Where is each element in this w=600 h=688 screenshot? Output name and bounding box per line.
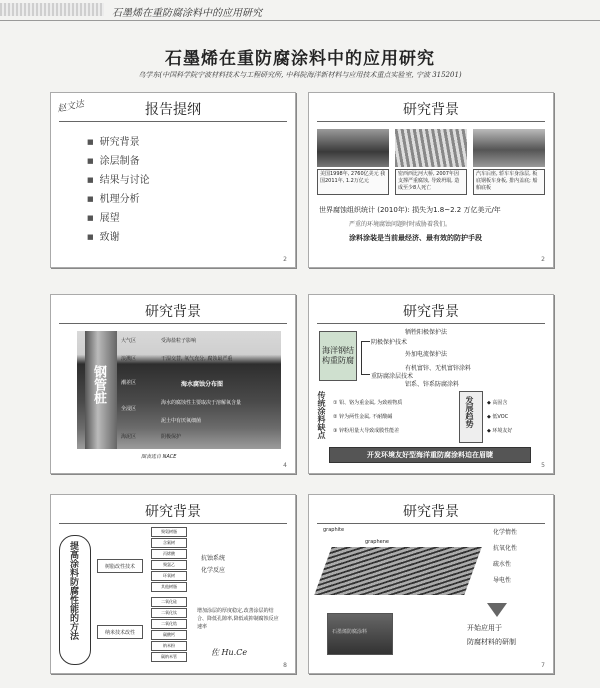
slide-background-3	[308, 294, 554, 474]
resin-note: 抗蚀系统	[201, 555, 226, 562]
image-caption: 美国1998年, 2760亿美元 我国2011年, 1.2万亿元	[317, 169, 389, 195]
nano-group	[97, 625, 143, 639]
application-text: 防腐材料的研制	[467, 638, 516, 646]
slide-page-number: 2	[283, 256, 287, 263]
article-title: 石墨烯在重防腐涂料中的应用研究	[165, 49, 435, 69]
structure-label-text: 海洋钢结构重防腐	[322, 346, 354, 365]
zone-label: 大气区	[121, 338, 137, 344]
nano-note: 增加涂层的厚度稳定,改善涂层的结合、降低孔隙率,降低或抑制腐蚀反应速率	[197, 608, 279, 630]
nano-item	[151, 652, 187, 662]
slide-title: 研究背景	[145, 504, 201, 520]
drawback-label: 传统涂料缺点	[317, 391, 327, 439]
slide-background-1	[308, 92, 554, 268]
property-item: 导电性	[493, 577, 512, 584]
figure-source: 图表选自 NACE	[141, 454, 177, 460]
title-rule	[59, 121, 287, 122]
resin-item	[151, 527, 187, 537]
resin-item	[151, 538, 187, 548]
slide-page-number: 5	[541, 462, 545, 469]
zone-label: 浪溅区	[121, 356, 137, 362]
zone-label: 海泥区	[121, 434, 137, 440]
resin-item	[151, 571, 187, 581]
graphite-layers-illustration	[314, 547, 481, 595]
conclusion-banner	[329, 447, 531, 463]
list-item: ■ 机理分析	[87, 190, 150, 209]
zone-label: 潮差区	[121, 380, 137, 386]
slide-background-5	[308, 494, 554, 674]
nano-item-text: 二氧化钛	[161, 610, 177, 615]
resin-item	[151, 549, 187, 559]
slide-outline	[50, 92, 296, 268]
zone-note: 干湿交替, 氧气充分, 腐蚀最严重	[161, 356, 233, 362]
slide-title: 研究背景	[403, 504, 459, 520]
zone-band: 海水腐蚀分布图	[181, 381, 224, 388]
resin-item-text: 其他树脂	[161, 584, 177, 589]
trend-item: ◆ 环境友好	[487, 428, 513, 434]
resin-item-text: 聚氨树脂	[161, 529, 177, 534]
trend-item: ◆ 低VOC	[487, 414, 509, 420]
coating-photo-label: 石墨烯防腐涂料	[332, 629, 368, 635]
title-rule	[59, 523, 287, 524]
nano-item	[151, 597, 187, 607]
title-rule	[59, 323, 287, 324]
sub-line: 严重的环境腐蚀问题时时威胁着我们。	[349, 221, 452, 228]
running-header	[0, 0, 600, 21]
slide-title: 研究背景	[145, 304, 201, 320]
article-authors: 乌学东(中国科学院宁波材料技术与工程研究所, 中科院海洋新材料与应用技术重点实验室, 宁波 315201)	[138, 71, 462, 79]
nano-item-text: 二氧化硅	[161, 599, 177, 604]
graphene-label: graphene	[365, 539, 389, 545]
nano-item-text: 碳酸钙	[163, 632, 175, 637]
slide-background-2	[50, 294, 296, 474]
zone-note: 海水的腐蚀性主要取决于溶解氧含量	[161, 400, 242, 406]
resin-item-text: 含氟树	[163, 540, 175, 545]
resin-group	[97, 559, 143, 573]
title-rule	[317, 323, 545, 324]
trend-item: ◆ 高固含	[487, 400, 508, 406]
method-oval-text: 提高涂料防腐性能的方法	[68, 541, 78, 640]
slide-title: 报告提纲	[145, 102, 201, 118]
emphasis-line: 涂料涂装是当前最经济、最有效的防护手段	[349, 234, 482, 242]
conclusion-banner-text: 开发环境友好型海洋重防腐涂料迫在眉睫	[367, 451, 493, 459]
slide-page-number: 7	[541, 662, 545, 669]
down-arrow-icon	[487, 603, 507, 617]
nano-item	[151, 608, 187, 618]
slide-page-number: 2	[541, 256, 545, 263]
resin-item	[151, 582, 187, 592]
list-item: ■ 结果与讨论	[87, 171, 150, 190]
resin-item	[151, 560, 187, 570]
application-text: 开始应用于	[467, 624, 502, 632]
zone-note: 受海盐粒子影响	[161, 338, 197, 344]
header-bar	[0, 3, 104, 16]
slide-background-4	[50, 494, 296, 674]
resin-item-text: 环氧树	[163, 573, 175, 578]
method-bracket	[361, 341, 370, 375]
graphite-label: graphite	[323, 527, 345, 533]
drawback-point: ① 铅、铬为重金属, 为致癌物质	[333, 400, 403, 406]
method-group: 阴极保护技术	[371, 339, 408, 346]
list-item: ■ 致谢	[87, 228, 150, 247]
method-item: 牺牲阳极保护法	[405, 329, 448, 336]
method-item: 外加电流保护法	[405, 351, 448, 358]
nano-group-text: 纳米技术改性	[104, 629, 135, 636]
zone-label: 全浸区	[121, 406, 137, 412]
handwritten-signature: 赵文达	[56, 99, 86, 115]
rusted-car-photo	[473, 129, 545, 167]
method-group: 重防腐涂层技术	[371, 373, 414, 380]
method-item: 铝系、锌系防腐涂料	[405, 381, 460, 388]
slide-title: 研究背景	[403, 304, 459, 320]
corroded-ship-photo	[317, 129, 389, 167]
running-title: 石墨烯在重防腐涂料中的应用研究	[112, 8, 262, 19]
property-item: 化学惰性	[493, 529, 518, 536]
zone-note: 阴极保护	[161, 434, 182, 440]
pillar-label: 钢管桩	[91, 365, 106, 404]
title-rule	[317, 523, 545, 524]
nano-item	[151, 619, 187, 629]
structure-label	[319, 331, 357, 381]
property-item: 疏水性	[493, 561, 512, 568]
trend-label-text: 发展趋势	[465, 396, 475, 428]
statistic-line: 世界腐蚀组织统计 (2010年): 损失为1.8~2.2 万亿美元/年	[319, 206, 501, 214]
slide-page-number: 8	[283, 662, 287, 669]
image-caption: 汽车后座, 轿车车身涂层, 板底钢板车身板, 排内盖底; 船舶底板	[473, 169, 545, 195]
trend-label	[459, 391, 483, 443]
collapsed-bridge-photo	[395, 129, 467, 167]
handwritten-signature: 佐 Hu.Ce	[211, 648, 248, 657]
resin-item-text: 聚氯乙	[163, 562, 175, 567]
property-item: 抗氧化性	[493, 545, 518, 552]
list-item: ■ 涂层制备	[87, 152, 150, 171]
outline-list	[87, 133, 150, 247]
resin-item-text: 丙烯酸	[163, 551, 175, 556]
nano-item-text: 纳米粉	[163, 643, 175, 648]
resin-group-text: 树脂改性技术	[104, 563, 135, 570]
nano-item	[151, 641, 187, 651]
method-item: 有机富锌、无机富锌涂料	[405, 365, 472, 372]
image-caption: 密西西比河大桥, 2007年因 支撑严重腐蚀, 导致坍塌, 造成至少8人死亡	[395, 169, 467, 195]
coating-photo	[327, 613, 393, 655]
slide-title: 研究背景	[403, 102, 459, 118]
drawback-point: ③ 锌粉用量大导致成膜性能差	[333, 428, 400, 434]
title-rule	[317, 121, 545, 122]
drawback-point: ② 锌为两性金属, 不耐酸碱	[333, 414, 393, 420]
slide-page-number: 4	[283, 462, 287, 469]
list-item: ■ 展望	[87, 209, 150, 228]
zone-note: 泥土中有厌氧细菌	[161, 418, 202, 424]
list-item: ■ 研究背景	[87, 133, 150, 152]
resin-note: 化学反应	[201, 567, 226, 574]
nano-item	[151, 630, 187, 640]
nano-item-text: 碳纳米管	[161, 654, 177, 659]
nano-item-text: 二氧化锆	[161, 621, 177, 626]
